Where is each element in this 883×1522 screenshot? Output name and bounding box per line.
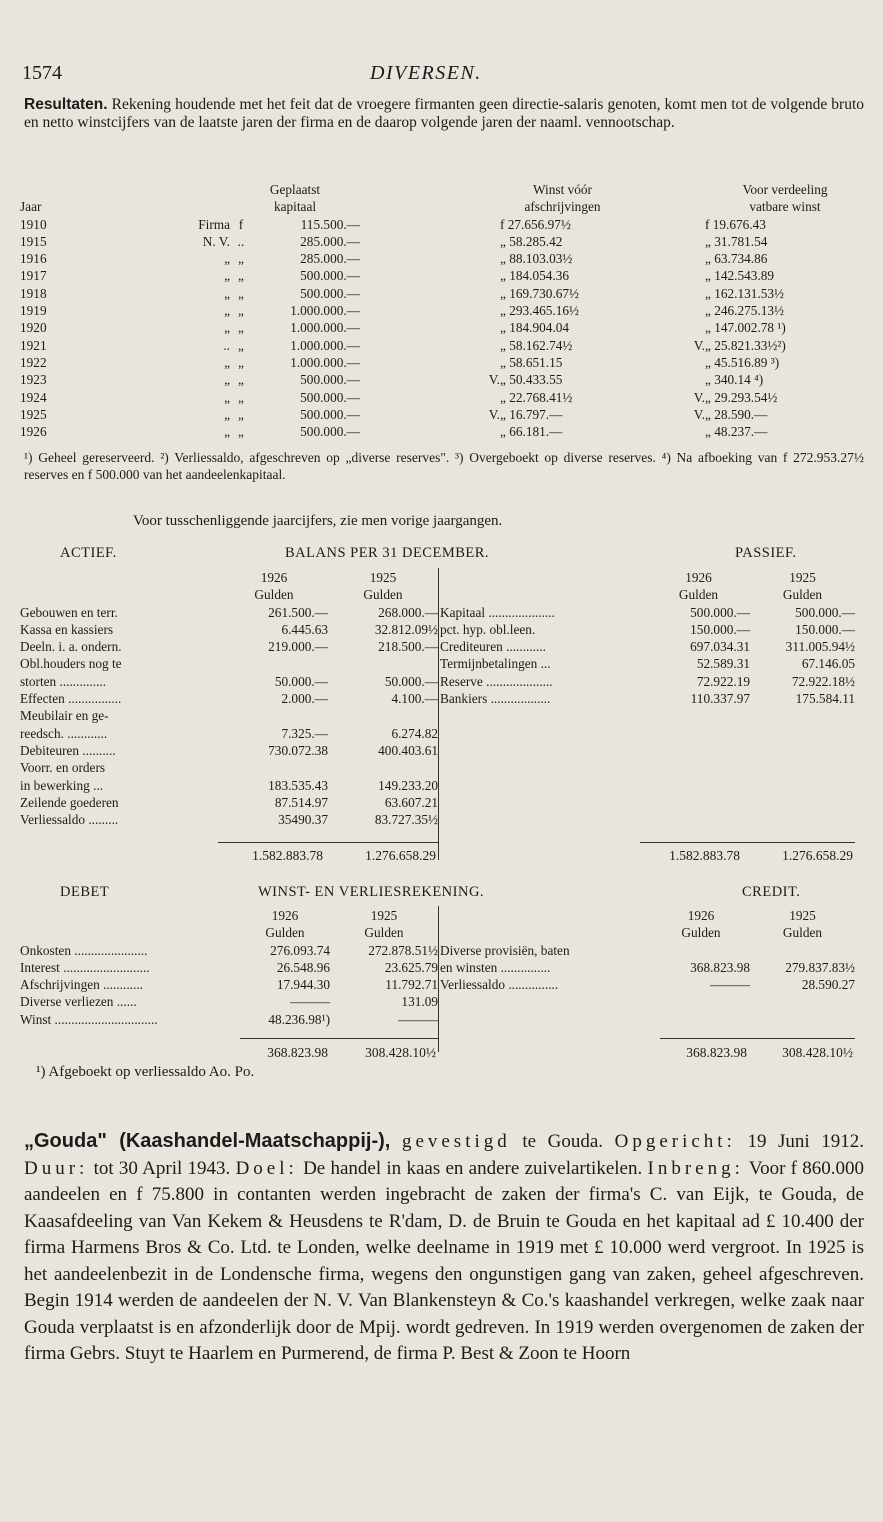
results-cell: „ 16.797.—	[500, 406, 563, 422]
asset-row-label: Debiteuren ..........	[20, 742, 116, 758]
liability-row-value-2: 175.584.11	[795, 691, 855, 707]
balance-center-title: BALANS PER 31 DECEMBER.	[285, 545, 490, 561]
results-note: Voor tusschenliggende jaarcijfers, zie men vorige jaargangen.	[133, 513, 503, 529]
asset-row-value-2: 50.000.—	[384, 673, 438, 689]
pnl-c-unit2: Gulden	[782, 925, 823, 941]
debit-row-value-1: 276.093.74	[270, 942, 330, 958]
results-cell: „	[238, 303, 244, 319]
pnl-credit	[440, 908, 855, 994]
asset-row-value-1	[220, 656, 328, 673]
col-head-capital-2: kapitaal	[273, 199, 317, 215]
asset-row-value-2: 218.500.—	[378, 639, 438, 655]
asset-row-value-1: 2.000.—	[281, 691, 328, 707]
results-cell: „	[238, 320, 244, 336]
results-row	[20, 355, 865, 372]
results-row	[20, 217, 865, 234]
results-cell: „ 25.821.33½²)	[705, 337, 786, 353]
text-opgericht: 19 Juni 1912.	[747, 1131, 865, 1152]
results-cell	[360, 286, 500, 303]
results-cell: „ 340.14 ⁴)	[705, 372, 764, 388]
credit-row-value-1: 368.823.98	[690, 959, 750, 975]
debit-row	[20, 1012, 438, 1029]
results-cell: 1926	[20, 424, 47, 440]
debit-row-value-2: ———	[398, 1011, 438, 1027]
asset-row-label: Voorr. en orders	[20, 760, 106, 776]
label-opgericht: Opgericht:	[614, 1131, 736, 1152]
debit-row-label: Winst ...............................	[20, 1011, 158, 1027]
asset-row	[20, 812, 438, 829]
debit-row-value-2: 272.878.51½	[368, 942, 438, 958]
results-cell	[625, 372, 705, 389]
results-cell: ..	[223, 337, 230, 353]
results-cell	[360, 320, 500, 337]
results-cell	[625, 424, 705, 441]
results-table	[20, 182, 865, 441]
liability-row-value-1: 72.922.19	[696, 673, 750, 689]
asset-row	[20, 726, 438, 743]
results-cell: 285.000.—	[300, 251, 360, 267]
text-duur: tot 30 April 1943.	[93, 1157, 231, 1179]
pnl-d-year1: 1926	[271, 908, 299, 923]
bal-a-unit2: Gulden	[363, 587, 403, 603]
results-cell	[625, 217, 705, 234]
results-cell: 1921	[20, 337, 47, 353]
results-cell: „ 45.516.89 ³)	[705, 354, 780, 370]
asset-row-value-2: 400.403.61	[378, 742, 438, 758]
liability-row-value-1: 500.000.—	[690, 604, 750, 620]
results-cell: V.	[693, 337, 705, 353]
results-cell: 1916	[20, 251, 47, 267]
results-row	[20, 407, 865, 424]
results-cell: 1.000.000.—	[290, 303, 360, 319]
results-cell: f 19.676.43	[705, 216, 766, 232]
asset-row-value-2: 149.233.20	[378, 777, 438, 793]
results-cell	[360, 268, 500, 285]
bal-a-year1: 1926	[260, 570, 288, 585]
running-title: DIVERSEN.	[370, 62, 482, 84]
asset-row-value-1: 7.325.—	[281, 725, 328, 741]
debit-row	[20, 960, 438, 977]
liability-row-value-2: 150.000.—	[795, 621, 855, 637]
results-cell: „	[238, 354, 244, 370]
results-cell: „	[238, 406, 244, 422]
results-cell: V.	[693, 389, 705, 405]
asset-row-value-1: 261.500.—	[268, 604, 328, 620]
pnl-total-d2: 308.428.10½	[365, 1045, 436, 1060]
results-cell: V.	[488, 406, 500, 422]
asset-row-value-1: 183.535.43	[268, 777, 328, 793]
asset-row-label: Deeln. i. a. ondern.	[20, 639, 122, 655]
asset-row	[20, 605, 438, 622]
balance-right-title: PASSIEF.	[735, 545, 797, 561]
asset-row-label: storten ..............	[20, 673, 107, 689]
asset-row	[20, 639, 438, 656]
results-intro-text: Rekening houdende met het feit dat de vroegere firmanten geen directie-salaris genoten, komt men tot de volgende bruto en netto winstcijfers van de laatste jaren der firma en de daarop volgende jaren der naaml. vennootschap.	[24, 96, 864, 131]
asset-row-value-1: 730.072.38	[268, 742, 328, 758]
asset-row-value-1	[220, 708, 328, 725]
page-number: 1574	[22, 62, 62, 84]
results-cell: „ 246.275.13½	[705, 303, 785, 319]
asset-row-value-1: 50.000.—	[274, 673, 328, 689]
pnl-footnote: ¹) Afgeboekt op verliessaldo Ao. Po.	[36, 1064, 255, 1080]
results-cell: „	[238, 372, 244, 388]
pnl-left-title: DEBET	[60, 884, 110, 900]
results-cell	[360, 251, 500, 268]
liability-row-value-1: 150.000.—	[690, 621, 750, 637]
credit-row-label: en winsten ...............	[440, 959, 551, 975]
results-cell: 285.000.—	[300, 233, 360, 249]
results-cell	[625, 251, 705, 268]
label-gevestigd: gevestigd	[401, 1131, 511, 1152]
results-cell	[360, 390, 500, 407]
asset-row-label: Effecten ................	[20, 691, 122, 707]
results-cell: „ 169.730.67½	[500, 285, 580, 301]
results-cell: „ 142.543.89	[705, 268, 775, 284]
results-row	[20, 424, 865, 441]
pnl-d-year2: 1925	[370, 908, 398, 923]
asset-row-label: in bewerking ...	[20, 777, 104, 793]
results-cell: 1.000.000.—	[290, 337, 360, 353]
asset-row-value-1: 6.445.63	[281, 621, 328, 637]
results-row	[20, 234, 865, 251]
balance-liabilities	[440, 570, 855, 708]
text-gevestigd: te Gouda.	[522, 1131, 604, 1152]
results-cell: 1919	[20, 303, 47, 319]
credit-row-value-2: 28.590.27	[801, 977, 855, 993]
credit-row	[440, 960, 855, 977]
results-cell: „	[238, 268, 244, 284]
pnl-total-c2: 308.428.10½	[782, 1045, 853, 1060]
results-row	[20, 372, 865, 389]
results-cell: „ 147.002.78 ¹)	[705, 320, 786, 336]
liability-row	[440, 674, 855, 691]
results-cell: 1924	[20, 389, 47, 405]
results-row	[20, 303, 865, 320]
liability-row-value-2: 311.005.94½	[785, 639, 855, 655]
results-cell: 1922	[20, 354, 47, 370]
results-cell: „	[224, 251, 230, 267]
pnl-d-unit2: Gulden	[364, 925, 404, 941]
results-cell: „	[224, 389, 230, 405]
results-cell: „	[238, 285, 244, 301]
debit-row-value-2: 23.625.79	[384, 959, 438, 975]
bal-l-unit2: Gulden	[782, 587, 823, 603]
results-cell	[625, 234, 705, 251]
pnl-c-year2: 1925	[789, 908, 816, 923]
asset-row-label: Verliessaldo .........	[20, 812, 119, 828]
results-cell: 1915	[20, 233, 47, 249]
results-cell: f	[238, 216, 244, 232]
asset-row-value-2: 83.727.35½	[374, 812, 438, 828]
debit-row-label: Afschrijvingen ............	[20, 977, 143, 993]
asset-row-value-2: 4.100.—	[391, 691, 438, 707]
label-duur: Duur:	[24, 1157, 89, 1179]
results-cell: „ 184.054.36	[500, 268, 570, 284]
results-cell: 500.000.—	[300, 406, 360, 422]
pnl-divider	[438, 906, 439, 1052]
asset-row-value-2: 268.000.—	[378, 604, 438, 620]
results-cell: „ 63.734.86	[705, 251, 768, 267]
results-cell: „ 28.590.—	[705, 406, 768, 422]
balance-rule-left	[218, 842, 438, 843]
results-cell: f 27.656.97½	[500, 216, 571, 232]
text-inbreng: Voor f 860.000 aandeelen en f 75.800 in contanten werden ingebracht de zaken der firma's C. van Eijk, te Gouda, de Kaasafdeeling van Van Kekem & Heusdens te R'dam, D. de Bruin te Gouda en het kapitaal ad £ 10.400 der firma Harmens Bros & Co. Ltd. te Londen, welke deelname in 1919 met £ 10.000 werd vergroot. In 1925 is het aandeelenbezit in de Londensche firma, wegens den ongunstigen gang van zaken, geheel afgeschreven. Begin 1914 werden de aandeelen der N. V. Van Blankensteyn & Co.'s kaashandel verkregen, welke zaak naar Gouda verplaatst is en afzonderlijk door de Mpij. wordt gedreven. In 1919 werden overgenomen de zaken der firma Gebrs. Stuyt te Haarlem en Purmerend, de firma P. Best & Zoon te Hoorn	[24, 1157, 865, 1364]
results-cell: „	[224, 354, 230, 370]
liability-row-value-1: 52.589.31	[696, 656, 750, 672]
results-cell: „ 31.781.54	[705, 233, 768, 249]
results-cell: 1923	[20, 372, 47, 388]
asset-row-value-2	[328, 656, 438, 673]
company-entry	[24, 1128, 864, 1368]
results-cell	[360, 234, 500, 251]
bal-a-unit1: Gulden	[254, 587, 294, 603]
asset-row-value-2: 6.274.82	[391, 725, 438, 741]
liability-row-label: Crediteuren ............	[440, 639, 546, 655]
results-cell: 1920	[20, 320, 47, 336]
debit-row-label: Diverse verliezen ......	[20, 994, 137, 1010]
results-cell	[360, 355, 500, 372]
results-cell: „	[238, 389, 244, 405]
credit-row-label: Diverse provisiën, baten	[440, 942, 570, 958]
debit-row-value-1: 17.944.30	[276, 977, 330, 993]
label-doel: Doel:	[235, 1157, 298, 1179]
liability-row	[440, 605, 855, 622]
credit-row-value-2	[750, 943, 855, 960]
bal-total-a2: 1.276.658.29	[365, 848, 436, 863]
pnl-rule-right	[660, 1038, 855, 1039]
debit-row	[20, 977, 438, 994]
debit-row-label: Onkosten ......................	[20, 942, 148, 958]
credit-row-value-1: ———	[710, 977, 750, 993]
bal-l-year1: 1926	[685, 570, 712, 585]
results-cell	[360, 303, 500, 320]
debit-row-value-1: 26.548.96	[276, 959, 330, 975]
results-cell: ..	[237, 233, 245, 249]
results-cell: „ 58.651.15	[500, 354, 563, 370]
results-cell	[360, 217, 500, 234]
asset-row-value-2: 63.607.21	[384, 794, 438, 810]
results-cell: 1918	[20, 285, 47, 301]
asset-row	[20, 743, 438, 760]
results-cell: 1925	[20, 406, 47, 422]
balance-rule-right	[640, 842, 855, 843]
credit-row	[440, 977, 855, 994]
text-doel: De handel in kaas en andere zuivelartikelen.	[303, 1157, 643, 1179]
liability-row-label: Termijnbetalingen ...	[440, 656, 551, 672]
results-cell: „	[238, 424, 244, 440]
balance-assets	[20, 570, 438, 829]
col-head-dist-2: vatbare winst	[749, 199, 821, 215]
results-cell: 500.000.—	[300, 285, 360, 301]
asset-row	[20, 622, 438, 639]
results-cell: „	[224, 303, 230, 319]
results-footnotes: ¹) Geheel gereserveerd. ²) Verliessaldo, afgeschreven op „diverse reserves". ³) Overgeboekt op diverse reserves. ⁴) Na afboeking van f 272.953.27½ reserves en f 500.000 van het aandeelenkapitaal.	[24, 450, 864, 482]
asset-row-label: Obl.houders nog te	[20, 656, 122, 672]
results-cell: 115.500.—	[300, 216, 360, 232]
asset-row-value-1: 87.514.97	[274, 794, 328, 810]
asset-row-label: reedsch. ............	[20, 725, 108, 741]
liability-row	[440, 656, 855, 673]
results-cell: „ 66.181.—	[500, 424, 563, 440]
bal-l-unit1: Gulden	[678, 587, 719, 603]
results-cell: Firma	[198, 216, 230, 232]
results-cell: „	[238, 337, 244, 353]
results-cell	[625, 286, 705, 303]
balance-divider	[438, 568, 439, 860]
liability-row-label: pct. hyp. obl.leen.	[440, 621, 536, 637]
results-cell: „	[224, 406, 230, 422]
col-head-year: Jaar	[20, 199, 42, 215]
results-row	[20, 390, 865, 407]
asset-row-label: Meubilair en ge-	[20, 708, 109, 724]
liability-row-value-2: 72.922.18½	[791, 673, 855, 689]
pnl-c-unit1: Gulden	[681, 925, 721, 941]
asset-row	[20, 708, 438, 725]
debit-row-label: Interest ..........................	[20, 959, 150, 975]
results-cell: „ 58.162.74½	[500, 337, 573, 353]
company-name: „Gouda" (Kaashandel-Maatschappij-),	[24, 1130, 391, 1152]
results-cell: „ 58.285.42	[500, 233, 563, 249]
results-row	[20, 268, 865, 285]
results-intro	[24, 96, 864, 131]
asset-row	[20, 674, 438, 691]
balance-left-title: ACTIEF.	[60, 545, 117, 561]
asset-row-value-1: 35490.37	[278, 812, 328, 828]
results-cell: „	[224, 320, 230, 336]
results-cell: V.	[693, 406, 705, 422]
asset-row	[20, 760, 438, 777]
results-cell: 1910	[20, 216, 47, 232]
liability-row-value-2: 67.146.05	[801, 656, 855, 672]
results-lead: Resultaten.	[24, 96, 108, 113]
results-cell: „	[238, 251, 244, 267]
pnl-debit	[20, 908, 438, 1029]
liability-row	[440, 622, 855, 639]
pnl-c-year1: 1926	[687, 908, 715, 923]
results-cell: 1.000.000.—	[290, 354, 360, 370]
results-cell: 1917	[20, 268, 47, 284]
results-row	[20, 286, 865, 303]
results-cell: „ 184.904.04	[500, 320, 570, 336]
asset-row-value-2: 32.812.09½	[374, 621, 438, 637]
asset-row	[20, 778, 438, 795]
col-head-profit-1: Winst vóór	[533, 182, 592, 197]
pnl-center-title: WINST- EN VERLIESREKENING.	[258, 884, 485, 900]
pnl-rule-left	[240, 1038, 438, 1039]
asset-row-value-1	[220, 760, 328, 777]
results-cell	[360, 338, 500, 355]
label-inbreng: Inbreng:	[647, 1157, 744, 1179]
debit-row-value-1: 48.236.98¹)	[268, 1011, 330, 1027]
asset-row-label: Gebouwen en terr.	[20, 604, 118, 620]
asset-row-label: Zeilende goederen	[20, 794, 119, 810]
asset-row	[20, 795, 438, 812]
results-cell	[360, 424, 500, 441]
results-row	[20, 338, 865, 355]
results-cell: 1.000.000.—	[290, 320, 360, 336]
results-cell	[625, 268, 705, 285]
results-cell: „ 22.768.41½	[500, 389, 573, 405]
pnl-d-unit1: Gulden	[265, 925, 305, 941]
results-cell: „ 293.465.16½	[500, 303, 580, 319]
liability-row-value-2: 500.000.—	[795, 604, 855, 620]
bal-total-l2: 1.276.658.29	[782, 848, 853, 863]
pnl-total-c1: 368.823.98	[686, 1045, 747, 1060]
results-cell: „	[224, 268, 230, 284]
pnl-right-title: CREDIT.	[742, 884, 801, 900]
debit-row-value-2: 131.09	[401, 994, 438, 1010]
results-row	[20, 251, 865, 268]
bal-total-a1: 1.582.883.78	[252, 848, 323, 863]
liability-row-value-1: 110.337.97	[690, 691, 750, 707]
asset-row	[20, 656, 438, 673]
credit-row-value-1	[652, 943, 750, 960]
liability-row-label: Bankiers ..................	[440, 691, 551, 707]
bal-a-year2: 1925	[369, 570, 397, 585]
results-cell: 500.000.—	[300, 268, 360, 284]
credit-row	[440, 943, 855, 960]
credit-row-label: Verliessaldo ...............	[440, 977, 559, 993]
asset-row-value-2	[328, 760, 438, 777]
bal-total-l1: 1.582.883.78	[669, 848, 740, 863]
liability-row-label: Reserve ....................	[440, 673, 553, 689]
debit-row	[20, 994, 438, 1011]
debit-row	[20, 943, 438, 960]
results-cell: 500.000.—	[300, 424, 360, 440]
debit-row-value-1: ———	[290, 994, 330, 1010]
results-cell: V.	[488, 372, 500, 388]
results-cell	[625, 355, 705, 372]
asset-row-label: Kassa en kassiers	[20, 621, 114, 637]
col-head-capital-1: Geplaatst	[269, 182, 321, 197]
credit-row-value-2: 279.837.83½	[785, 959, 855, 975]
results-cell: „ 29.293.54½	[705, 389, 778, 405]
bal-l-year2: 1925	[789, 570, 816, 585]
results-cell: „	[224, 285, 230, 301]
results-cell	[625, 303, 705, 320]
liability-row	[440, 691, 855, 708]
liability-row-label: Kapitaal ....................	[440, 604, 555, 620]
results-cell: „ 48.237.—	[705, 424, 768, 440]
results-cell: 500.000.—	[300, 372, 360, 388]
pnl-total-d1: 368.823.98	[267, 1045, 328, 1060]
asset-row-value-2	[328, 708, 438, 725]
results-row	[20, 320, 865, 337]
col-head-dist-1: Voor verdeeling	[742, 182, 828, 197]
liability-row-value-1: 697.034.31	[690, 639, 750, 655]
results-cell: „	[224, 424, 230, 440]
results-cell: „ 162.131.53½	[705, 285, 785, 301]
results-cell: N. V.	[202, 233, 230, 249]
results-cell: „ 50.433.55	[500, 372, 563, 388]
results-cell: „	[224, 372, 230, 388]
col-head-profit-2: afschrijvingen	[524, 199, 601, 215]
asset-row-value-1: 219.000.—	[268, 639, 328, 655]
results-cell: „ 88.103.03½	[500, 251, 573, 267]
debit-row-value-2: 11.792.71	[385, 977, 438, 993]
asset-row	[20, 691, 438, 708]
liability-row	[440, 639, 855, 656]
results-cell	[625, 320, 705, 337]
results-cell: 500.000.—	[300, 389, 360, 405]
